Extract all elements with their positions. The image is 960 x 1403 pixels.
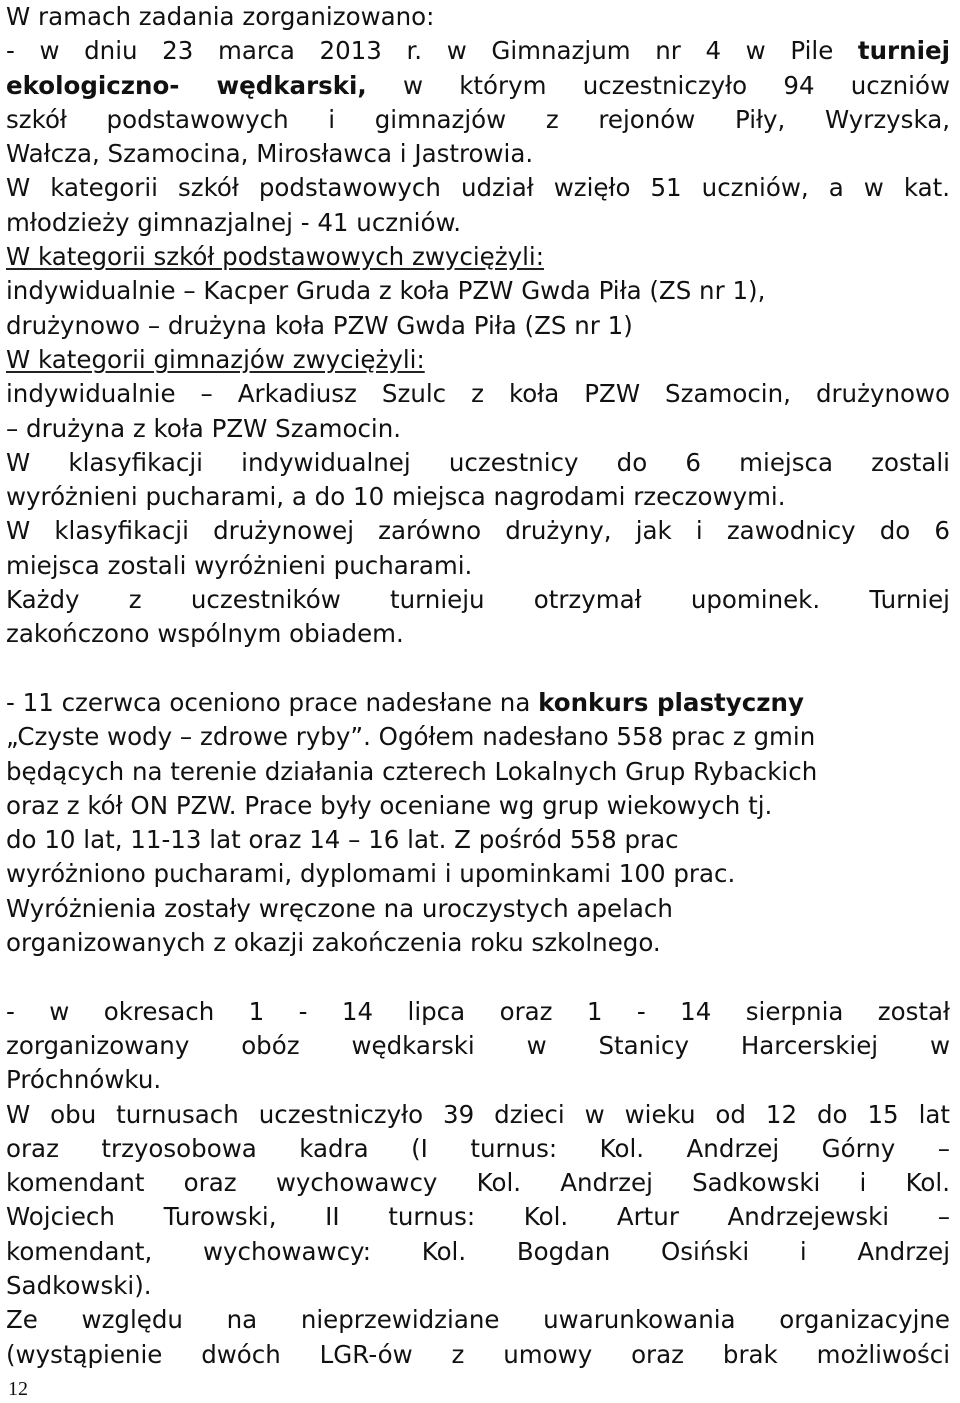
page-number: 12 [8, 1378, 28, 1400]
underlined-heading: W kategorii szkół podstawowych zwyciężyli: [6, 242, 544, 272]
paragraph-line: W kategorii szkół podstawowych udział wzięło 51 uczniów, a w kat. [6, 173, 950, 203]
paragraph-line: zorganizowany obóz wędkarski w Stanicy Harcerskiej w [6, 1030, 950, 1060]
paragraph-line: będących na terenie działania czterech Lokalnych Grup Rybackich [6, 756, 818, 786]
paragraph-line: młodzieży gimnazjalnej - 41 uczniów. [6, 207, 462, 237]
paragraph-line: Wałcza, Szamocina, Mirosławca i Jastrowia. [6, 139, 534, 169]
paragraph-line: - w okresach 1 - 14 lipca oraz 1 - 14 sierpnia został [6, 996, 950, 1026]
paragraph-line: – drużyna z koła PZW Szamocin. [6, 413, 402, 443]
paragraph-line: do 10 lat, 11-13 lat oraz 14 – 16 lat. Z pośród 558 prac [6, 825, 679, 855]
paragraph-line: komendant, wychowawcy: Kol. Bogdan Osiński i Andrzej [6, 1236, 950, 1266]
bold-term: turniej [857, 36, 950, 66]
paragraph-line: oraz trzyosobowa kadra (I turnus: Kol. Andrzej Górny – [6, 1133, 950, 1163]
paragraph-line: Ze względu na nieprzewidziane uwarunkowania organizacyjne [6, 1305, 950, 1335]
paragraph-line: organizowanych z okazji zakończenia roku szkolnego. [6, 928, 661, 958]
bold-term: konkurs plastyczny [538, 687, 804, 717]
intro-line: W ramach zadania zorganizowano: [6, 2, 435, 31]
bold-term: ekologiczno- wędkarski, [6, 70, 367, 100]
section-art-contest [6, 686, 950, 960]
paragraph-line: oraz z kół ON PZW. Prace były oceniane wg grup wiekowych tj. [6, 790, 773, 820]
underlined-heading: W kategorii gimnazjów zwyciężyli: [6, 344, 425, 374]
paragraph-line: wyróżniono pucharami, dyplomami i upominkami 100 prac. [6, 859, 736, 889]
paragraph-line: W obu turnusach uczestniczyło 39 dzieci w wieku od 12 do 15 lat [6, 1099, 950, 1129]
paragraph-line: drużynowo – drużyna koła PZW Gwda Piła (ZS nr 1) [6, 310, 633, 340]
paragraph-line: wyróżnieni pucharami, a do 10 miejsca nagrodami rzeczowymi. [6, 482, 786, 512]
paragraph-gap [6, 960, 950, 994]
paragraph-gap [6, 652, 950, 686]
section-fishing-camp [6, 995, 950, 1372]
paragraph-line: - 11 czerwca oceniono prace nadesłane na konkurs plastyczny [6, 687, 804, 717]
paragraph-line: W klasyfikacji indywidualnej uczestnicy do 6 miejsca zostali [6, 447, 950, 477]
paragraph-line: indywidualnie – Arkadiusz Szulc z koła PZW Szamocin, drużynowo [6, 379, 950, 409]
paragraph-line: W klasyfikacji drużynowej zarówno drużyny, jak i zawodnicy do 6 [6, 516, 950, 546]
paragraph-line: (wystąpienie dwóch LGR-ów z umowy oraz brak możliwości [6, 1339, 950, 1369]
paragraph-line: „Czyste wody – zdrowe ryby”. Ogółem nadesłano 558 prac z gmin [6, 722, 816, 752]
paragraph-line: szkół podstawowych i gimnazjów z rejonów Piły, Wyrzyska, [6, 104, 950, 134]
paragraph-line: Próchnówku. [6, 1065, 162, 1095]
paragraph-line: miejsca zostali wyróżnieni pucharami. [6, 550, 473, 580]
paragraph-line: komendant oraz wychowawcy Kol. Andrzej Sadkowski i Kol. [6, 1168, 950, 1198]
paragraph-line: indywidualnie – Kacper Gruda z koła PZW Gwda Piła (ZS nr 1), [6, 276, 766, 306]
paragraph-line: ekologiczno- wędkarski, w którym uczestniczyło 94 uczniów [6, 70, 950, 100]
paragraph-line: Sadkowski). [6, 1270, 152, 1300]
paragraph-line: - w dniu 23 marca 2013 r. w Gimnazjum nr 4 w Pile turniej [6, 36, 950, 66]
paragraph-line: Każdy z uczestników turnieju otrzymał upominek. Turniej [6, 585, 950, 615]
paragraph-line: Wojciech Turowski, II turnus: Kol. Artur Andrzejewski – [6, 1202, 950, 1232]
paragraph-line: Wyróżnienia zostały wręczone na uroczystych apelach [6, 893, 673, 923]
document-page [6, 0, 950, 1372]
paragraph-line: zakończono wspólnym obiadem. [6, 619, 404, 649]
section-tournament [6, 0, 950, 652]
